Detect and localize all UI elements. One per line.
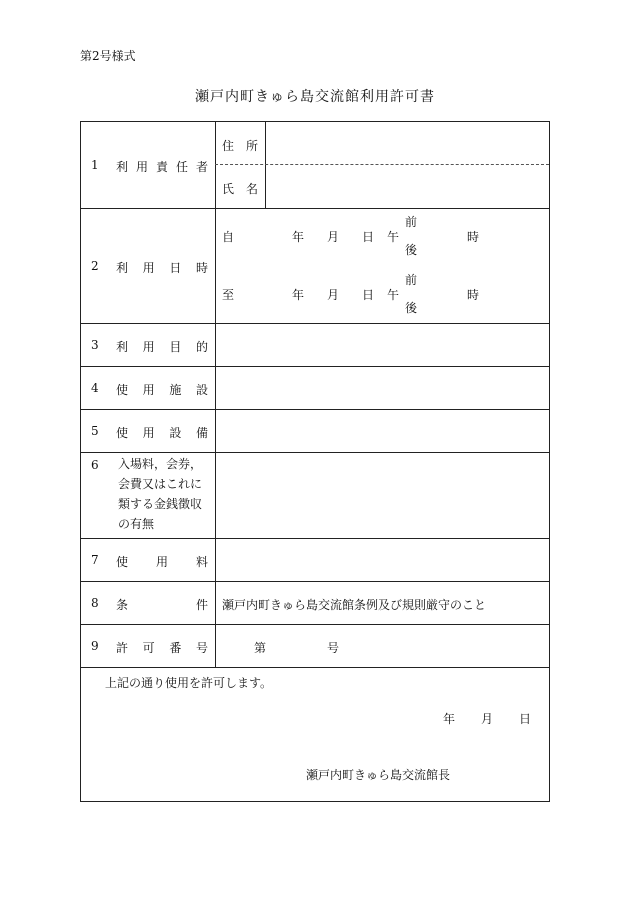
row-number: 8: [91, 596, 99, 610]
to-am: 前: [405, 273, 418, 287]
signer-title: 瀬戸内町きゅら島交流館長: [306, 768, 451, 782]
row-divider: [81, 538, 549, 539]
to-day: 日: [362, 288, 375, 302]
form-number: 第2号様式: [80, 49, 136, 63]
row-number: 6: [91, 458, 99, 472]
row-divider: [81, 323, 549, 324]
row-number: 4: [91, 381, 99, 395]
row-label-datetime: 利 用 日 時: [116, 261, 208, 275]
permission-statement: 上記の通り使用を許可します。: [105, 676, 273, 690]
from-noon: 午: [387, 230, 400, 244]
row-label-purpose: 利 用 目 的: [116, 340, 208, 354]
from-month: 月: [327, 230, 340, 244]
row-label-facility: 使 用 施 設: [116, 383, 208, 397]
row-label-usage-fee: 使 用 料: [116, 555, 208, 569]
from-pm: 後: [405, 243, 418, 257]
row-divider: [81, 409, 549, 410]
to-pm: 後: [405, 301, 418, 315]
permit-form-table: [80, 121, 550, 802]
to-hour: 時: [467, 288, 480, 302]
document-title: 瀬戸内町きゅら島交流館利用許可書: [195, 89, 435, 105]
to-label: 至: [222, 288, 235, 302]
sublabel-divider: [265, 122, 266, 208]
row-label-conditions: 条 件: [116, 598, 208, 612]
row-divider: [81, 581, 549, 582]
name-label: 氏 名: [222, 182, 259, 196]
footer-month: 月: [481, 712, 494, 726]
footer-day: 日: [519, 712, 532, 726]
row-label-admission-fee: 入場料，会券， 会費又はこれに 類する金銭徴収 の有無: [118, 457, 203, 531]
row-divider: [81, 667, 549, 668]
row-number: 9: [91, 639, 99, 653]
row-divider: [81, 452, 549, 453]
to-year: 年: [292, 288, 305, 302]
from-year: 年: [292, 230, 305, 244]
row-number: 7: [91, 553, 99, 567]
row-label-permit-number: 許 可 番 号: [116, 641, 208, 655]
from-day: 日: [362, 230, 375, 244]
row-divider: [81, 366, 549, 367]
address-label: 住 所: [222, 139, 259, 153]
from-hour: 時: [467, 230, 480, 244]
address-name-dashed-divider: [215, 164, 549, 165]
to-month: 月: [327, 288, 340, 302]
row-divider: [81, 624, 549, 625]
permit-dai: 第: [254, 641, 267, 655]
from-label: 自: [222, 230, 235, 244]
row-number: 5: [91, 424, 99, 438]
row-label-responsible: 利 用 責 任 者: [116, 160, 208, 174]
row-divider: [81, 208, 549, 209]
from-am: 前: [405, 215, 418, 229]
to-noon: 午: [387, 288, 400, 302]
permit-gou: 号: [327, 641, 340, 655]
row-number: 3: [91, 338, 99, 352]
row-number: 1: [91, 158, 99, 172]
row-number: 2: [91, 259, 99, 273]
footer-year: 年: [443, 712, 456, 726]
condition-text: 瀬戸内町きゅら島交流館条例及び規則厳守のこと: [222, 598, 487, 612]
label-column-divider: [215, 122, 216, 667]
row-label-equipment: 使 用 設 備: [116, 426, 208, 440]
